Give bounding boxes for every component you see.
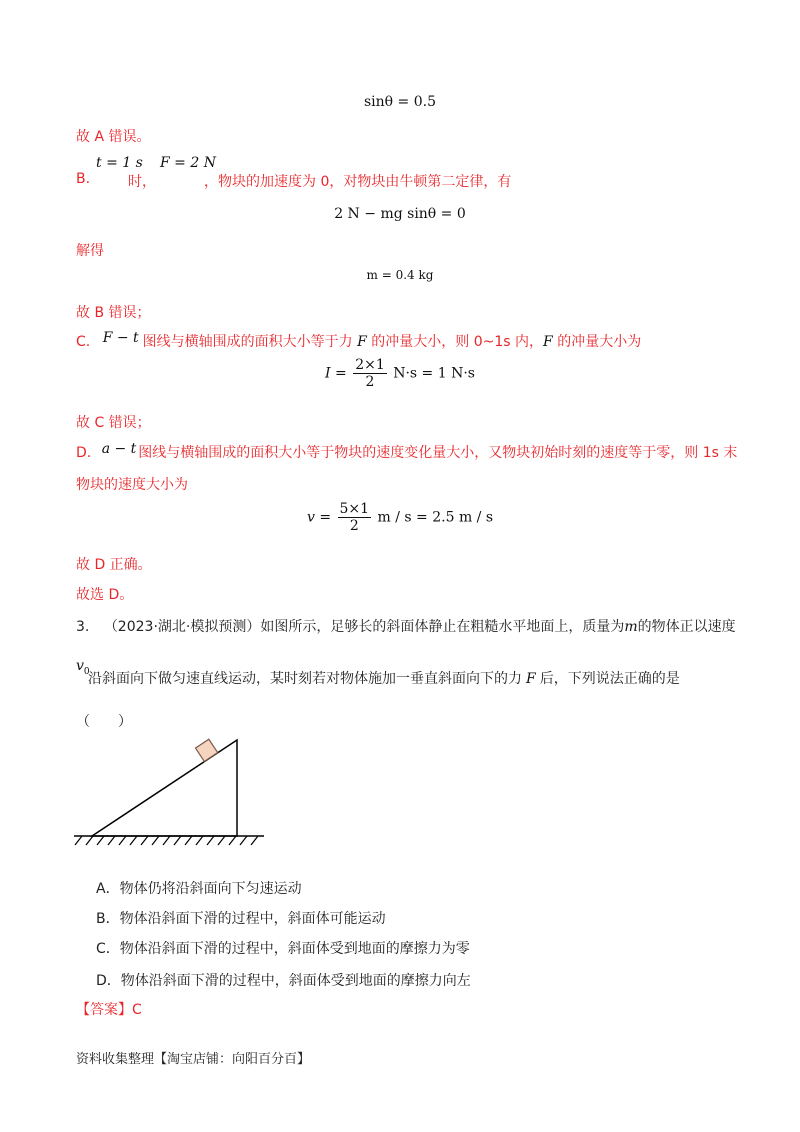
b-prefix: B. [76,171,91,187]
equation-impulse: I = $\frac{2\times 1}{2}$ N·s = 1 N·s [325,357,475,390]
a-wrong-line: 故 A 错误。 [76,129,151,145]
d-right-line: 故 D 正确。 [76,557,152,573]
d-at-math: a − t [101,441,137,457]
ground-hatching [75,836,258,845]
option-a: A．物体仍将沿斜面向下匀速运动 [96,881,302,897]
equation-newton: 2 N − mg sinθ = 0 [334,206,466,222]
c-ft-math: F − t [102,330,139,346]
c-line: C. F − t 图线与横轴围成的面积大小等于力 F 的冲量大小，则 0~1s 内，F 的冲量大小为 [76,330,642,350]
footer-source: 资料收集整理【淘宝店铺：向阳百分百】 [76,1052,311,1067]
option-c: C．物体沿斜面下滑的过程中，斜面体受到地面的摩擦力为零 [96,941,470,957]
d-line-1: D. a − t 图线与横轴围成的面积大小等于物块的速度变化量大小，又物块初始时刻的速度等于零，则 1s 末 [76,441,738,461]
incline-diagram [70,732,270,850]
answer-line: 【答案】C [76,1002,142,1018]
b-statement: ，物块的加速度为 0，对物块由牛顿第二定律，有 [204,174,512,190]
equation-velocity: v = $\frac{5\times 1}{2}$ m / s = 2.5 m / s [306,501,494,534]
b-shi: 时， [128,174,156,190]
c-wrong-line: 故 C 错误； [76,415,151,431]
b-force-math: F = 2 N [160,155,216,171]
velocity-fraction: $\frac{5\times 1}{2}$ [339,501,370,534]
jiede-label: 解得 [76,243,104,259]
option-d: D．物体沿斜面下滑的过程中，斜面体受到地面的摩擦力向左 [96,973,471,989]
answer-paren: （ ） [76,714,132,730]
sliding-block [195,739,217,761]
d-line-2: 物块的速度大小为 [76,477,188,493]
choose-d-line: 故选 D。 [76,587,134,603]
impulse-fraction: $\frac{2\times 1}{2}$ [355,357,385,390]
v0-symbol: $v_0$ [76,658,90,677]
equation-mass: m = 0.4 kg [366,268,434,282]
question-line-1: 3. （2023·湖北·模拟预测）如图所示，足够长的斜面体静止在粗糙水平地面上，质量为m的物体正以速度 [76,619,736,635]
equation-sin-theta: sinθ = 0.5 [363,94,436,110]
question-line-2: 沿斜面向下做匀速直线运动，某时刻若对物体施加一垂直斜面向下的力 F 后，下列说法正确的是 [88,671,680,687]
option-b: B．物体沿斜面下滑的过程中，斜面体可能运动 [96,911,386,927]
b-wrong-line: 故 B 错误； [76,305,151,321]
b-time-math: t = 1 s [96,155,143,171]
